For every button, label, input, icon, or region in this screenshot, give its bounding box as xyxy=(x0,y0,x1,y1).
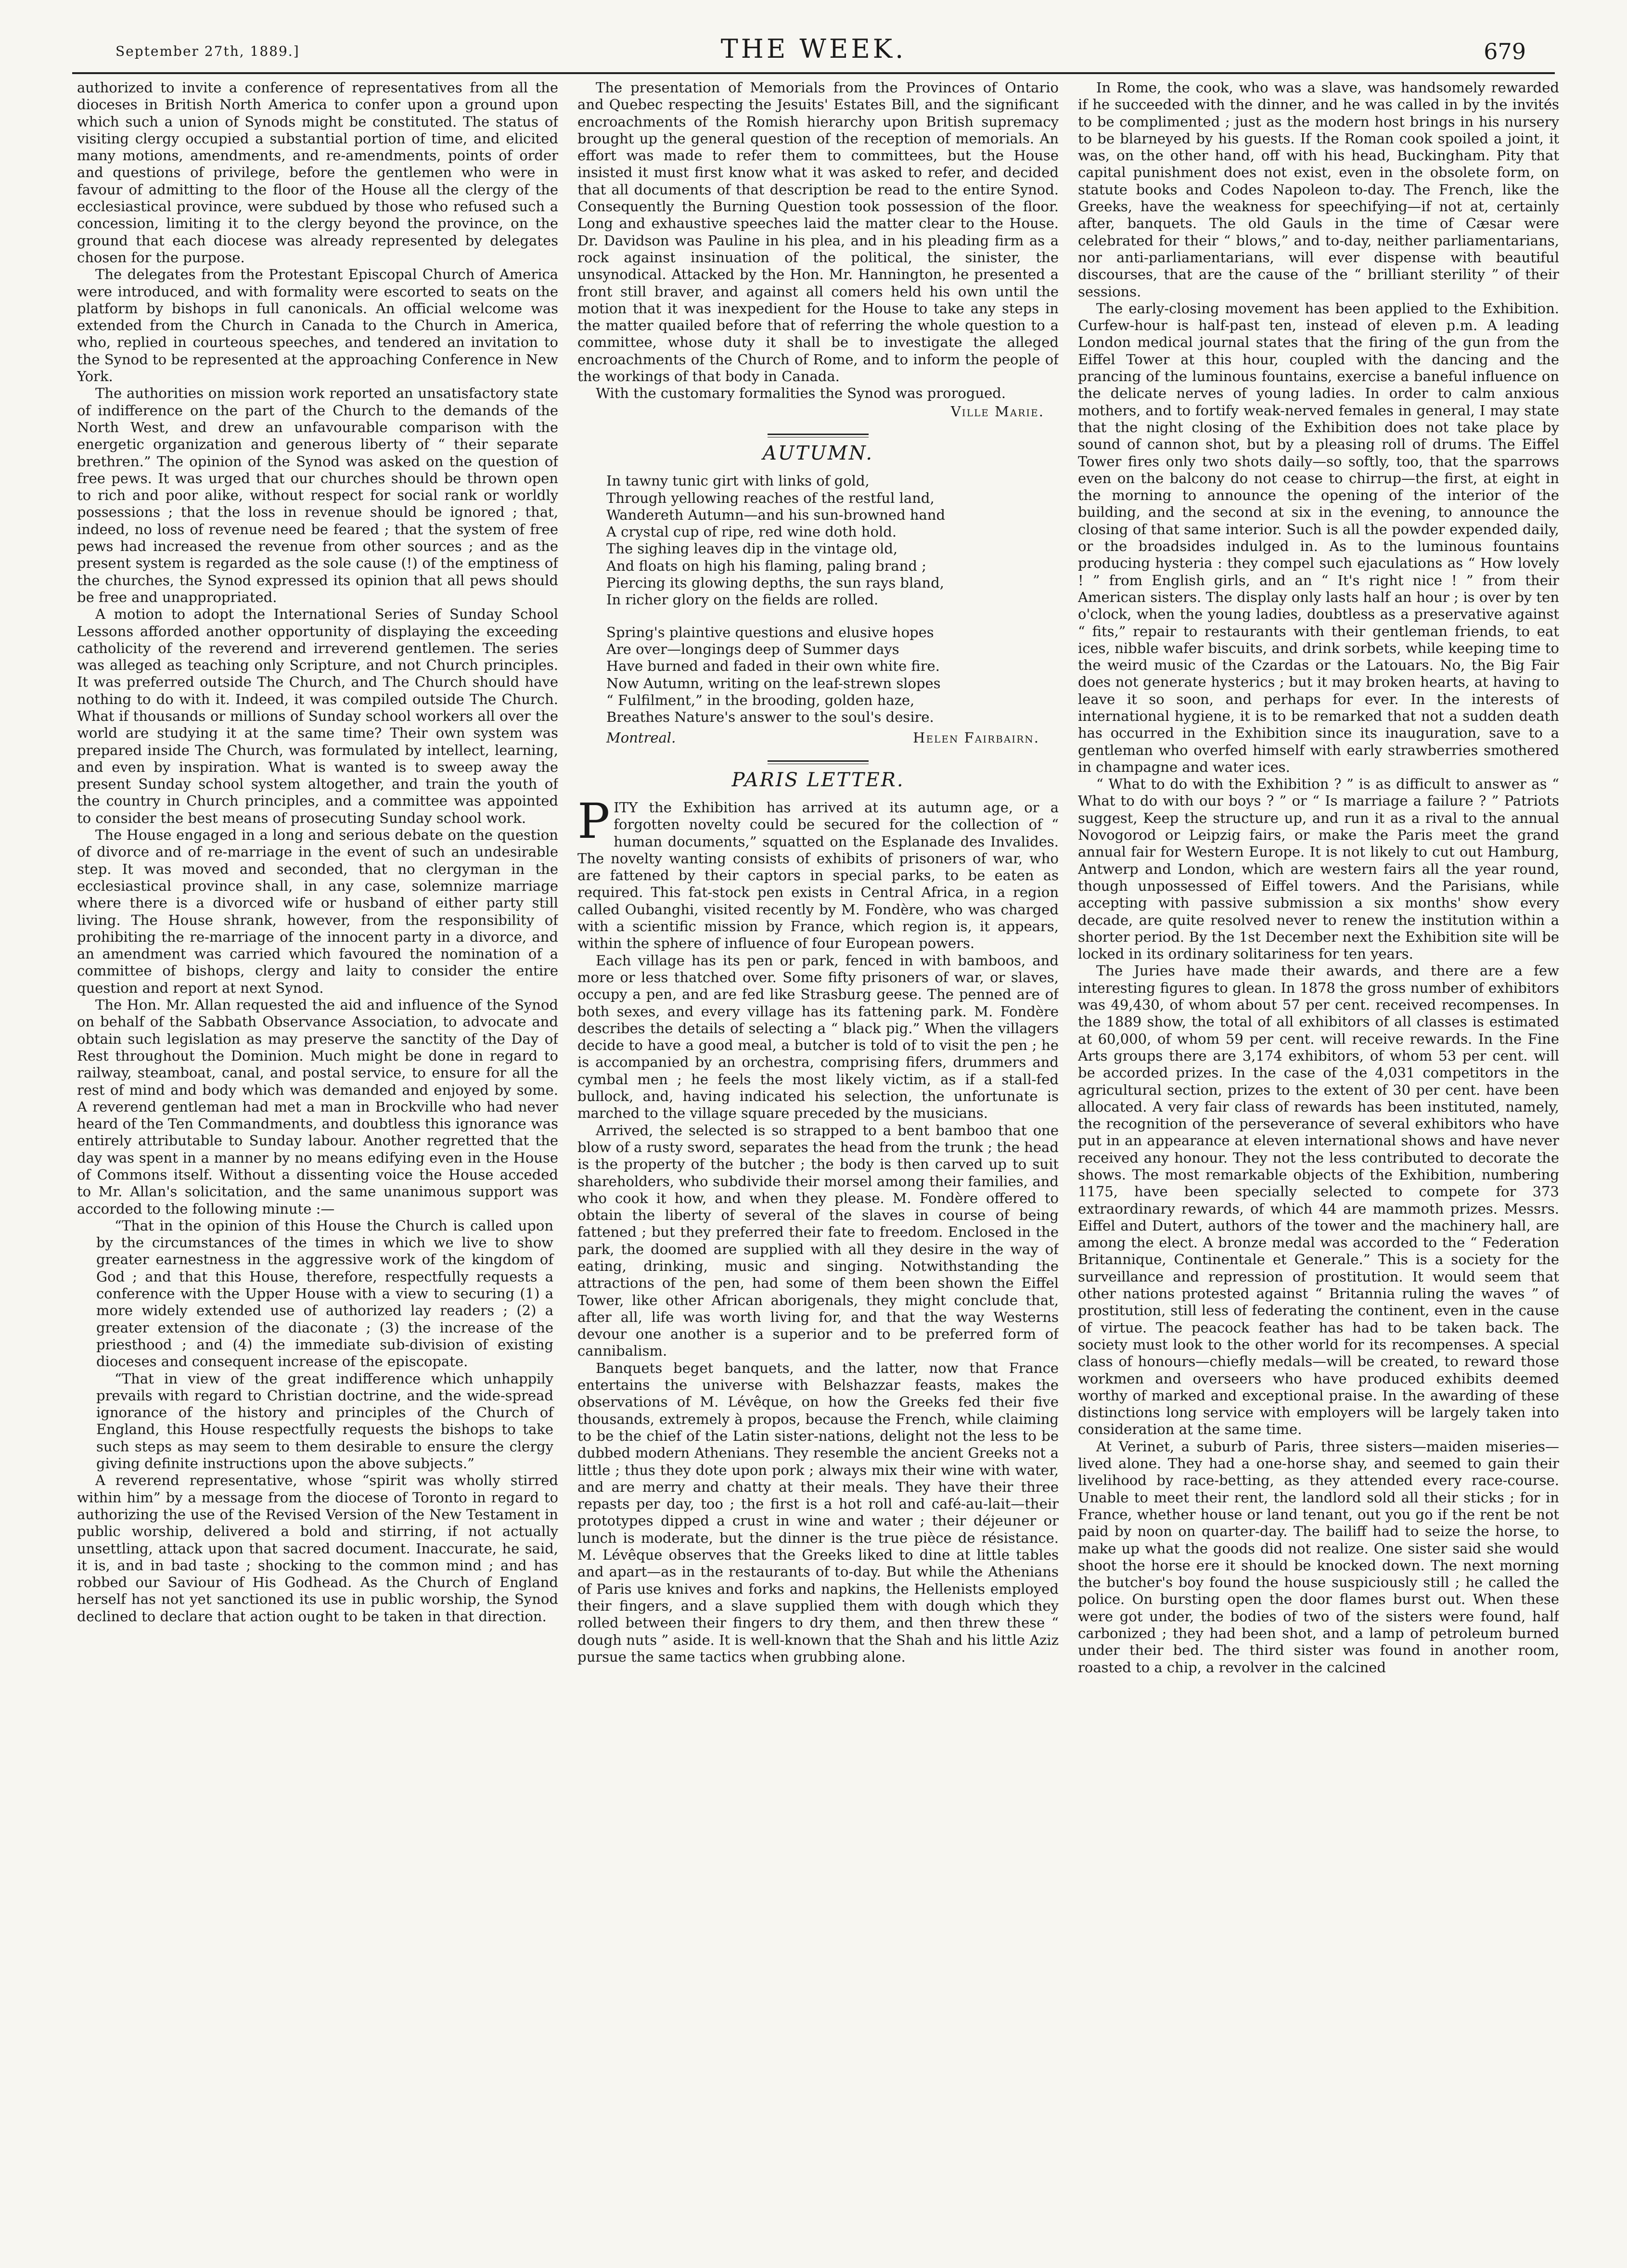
poem-line: Wandereth Autumn—and his sun-browned hand xyxy=(606,506,946,523)
paragraph: The early-closing movement has been applied to the Exhibition. Curfew-hour is half-past ten, instead of eleven p.m. A leading London medical journal states that the firing of the gun from the Eiffel Tower at this hour, coupled with the dancing and the prancing of the luminous fountains, exercise a baneful influence on the delicate nerves of young ladies. In order to calm anxious mothers, and to fortify weak-nerved females in general, I may state that the night closing of the Exhibition does not take place by sound of cannon shot, but by a pleasing roll of drums. The Eiffel Tower fires only two shots daily—so softly, too, that the sparrows even on the balcony do not cease to chirrup—the first, at eight in the morning to announce the opening of the interior of the building, and the second at six in the evening, to announce the closing of that same interior. Such is all the powder expended daily, or the broadsides indulged in. As to the luminous fountains producing hysteria : they compel such ejaculations as “ How lovely ! ” from English girls, and an “ It's right nice ! ” from their American sisters. The display only lasts half an hour ; is over by ten o'clock, when the young ladies, doubtless as a preservative against “ fits,” repair to restaurants with their gentleman friends, to eat ices, nibble wafer biscuits, and drink sorbets, while keeping time to the weird music of the Czardas or the Latouars. No, the Big Fair does not generate hysterics ; but it may broken hearts, at having to leave it so soon, and perhaps for ever. In the interests of international hygiene, it is to be remarked that not a sudden death has occurred in the Exhibition since its inauguration, save to a gentleman who overfed himself with early strawberries smothered in champagne and water ices. xyxy=(1078,300,1559,775)
paragraph: The authorities on mission work reported an unsatisfactory state of indifference on the part of the Church to the demands of the North West, and drew an unfavourable comparison with the energetic organization and generous liberty of “ their separate brethren.” The opinion of the Synod was asked on the question of free pews. It was urged that our churches should be thrown open to rich and poor alike, without respect for social rank or worldly possessions ; that the loss in revenue should be ignored ; that, indeed, no loss of revenue need be feared ; that the system of free pews had increased the revenue from other sources ; and as the present system is regarded as the sole cause (!) of the emptiness of the churches, the Synod expressed its opinion that all pews should be free and unappropriated. xyxy=(77,385,558,605)
poem-line: Piercing its glowing depths, the sun rays bland, xyxy=(606,575,945,591)
page-number: 679 xyxy=(1484,38,1526,64)
quoted-minute: “That in the opinion of this House the Church is called upon by the circumstances of the times in which we live to show greater earnestness in the aggressive work of the kingdom of God ; and that this House, therefore, respectfully requests a conference with the Upper House with a view to securing (1) a more widely extended use of authorized lay readers ; (2) a greater extension of the diaconate ; (3) the increase of the priesthood ; and (4) the immediate sub-division of existing dioceses and consequent increase of the episcopate. xyxy=(96,1217,553,1370)
poem-line: Now Autumn, writing on the leaf-strewn slopes xyxy=(606,675,941,692)
paragraph: The delegates from the Protestant Episcopal Church of America were introduced, and with formality were escorted to seats on the platform by bishops in full canonicals. An official welcome was extended from the Church in Canada to the Church in America, who, replied in courteous speeches, and tendered an invitation to the Synod to be represented at the approaching Conference in New York. xyxy=(77,266,558,385)
column-3 xyxy=(1078,79,1559,2235)
paragraph: The Juries have made their awards, and there are a few interesting figures to glean. In 1878 the gross number of exhibitors was 49,430, of whom about 57 per cent. received recompenses. In the 1889 show, the total of all exhibitors of all classes is estimated at 60,000, of whom 59 per cent. will receive rewards. In the Fine Arts groups there are 3,174 exhibitors, of whom 53 per cent. will be accorded prizes. In the case of the 4,031 competitors in the agricultural section, prizes to the extent of 30 per cent. have been allocated. A very fair class of rewards has been instituted, namely, the recognition of the perseverance of several exhibitors who have put in an appearance at eleven international shows and have never received any honour. They not the less contributed to decorate the shows. The most remarkable objects of the Exhibition, numbering 1175, have been specially selected to compete for 373 extraordinary rewards, of which 44 are mammoth prizes. Messrs. Eiffel and Dutert, authors of the tower and the machinery hall, are among the elect. A bronze medal was accorded to the “ Federation Britannique, Continentale et Generale.” This is a society for the surveillance and repression of prostitution. It would seem that other nations protested against “ Britannia ruling the waves ” of prostitution, still less of federating the continent, even in the cause of virtue. The peacock feather has had to be taken back. The society must look to the other world for its recompenses. A special class of honours—chiefly medals—will be created, to reward those workmen and overseers who have produced exhibits deemed worthy of marked and exceptional praise. In the awarding of these distinctions long service with employers will be largely taken into consideration at the same time. xyxy=(1078,962,1559,1438)
poem-line: A crystal cup of ripe, red wine doth hold. xyxy=(606,524,897,540)
paragraph: The Hon. Mr. Allan requested the aid and influence of the Synod on behalf of the Sabbath Observance Association, to advocate and obtain such legislation as may preserve the sanctity of the Day of Rest throughout the Dominion. Much might be done in regard to railway, steamboat, canal, and postal service, to ensure for all the rest of mind and body which was demanded and enjoyed by some. A reverend gentleman had met a man in Brockville who had never heard of the Ten Commandments, and doubtless this ignorance was entirely attributable to Sunday labour. Another regretted that the day was spent in a manner by no means edifying even in the House of Commons itself. Without a dissenting voice the House acceded to Mr. Allan's solicitation, and the same unanimous support was accorded to the following minute :— xyxy=(77,997,558,1217)
section-divider xyxy=(768,434,869,437)
paragraph: Each village has its pen or park, fenced in with bamboos, and more or less thatched over. Some fifty prisoners of war, or slaves, occupy a pen, and are fed like Strasburg geese. The penned are of both sexes, and every village has its fattening park. M. Fondère describes the details of selecting a “ black pig.” When the villagers decide to have a good meal, a butcher is told of to visit the pen ; he is accompanied by an orchestra, comprising fifers, drummers and cymbal men ; he feels the most likely victim, as if a stall-fed bullock, and, having indicated his selection, the unfortunate is marched to the village square preceded by the musicians. xyxy=(577,952,1059,1122)
poem-line: Through yellowing reaches of the restful land, xyxy=(606,489,935,506)
signature-name: Ville Marie. xyxy=(950,403,1044,420)
paragraph: The House engaged in a long and serious debate on the question of divorce and of re-marriage in the event of such an undesirable step. It was moved and seconded, that no clergyman in the ecclesiastical province shall, in any case, solemnize marriage where there is a divorced wife or husband of either party still living. The House shrank, however, from the responsibility of prohibiting the re-marriage of the innocent party in a divorce, and an amendment was carried which favoured the nomination of a committee of bishops, clergy and laity to consider the entire question and report at next Synod. xyxy=(77,827,558,996)
issue-date: September 27th, 1889.] xyxy=(115,43,300,59)
poem-signature xyxy=(577,726,1059,746)
column-2 xyxy=(577,79,1059,2235)
poem-line: Are over—longings deep of Summer days xyxy=(606,641,899,657)
drop-cap: P xyxy=(577,793,610,849)
column-1 xyxy=(77,79,558,2235)
poem-line: In richer glory on the fields are rolled. xyxy=(606,591,879,608)
masthead-title: THE WEEK. xyxy=(720,34,907,64)
paragraph: In Rome, the cook, who was a slave, was handsomely rewarded if he succeeded with the dinner, and he was called in by the invités to be complimented ; just as the modern host brings in his nursery to be blarneyed by his guests. If the Roman cook spoiled a joint, it was, on the other hand, off with his head, Buckingham. Pity that capital punishment does not exist, even in the obsolete form, on statute books and Codes Napoleon to-day. The French, like the Greeks, have the weakness for speechifying—if not at, certainly after, banquets. The old Gauls in the time of Cæsar were celebrated for their “ blows,” and to-day, neither parliamentarians, nor anti-parliamentarians, will ever dispense with beautiful discourses, that are the cause of the “ brilliant sterility ” of their sessions. xyxy=(1078,79,1559,300)
poem-line: And floats on high his flaming, paling brand ; xyxy=(606,557,926,574)
paragraph: “ What to do with the Exhibition ? ” is as difficult to answer as “ What to do with our boys ? ” or “ Is marriage a failure ? ” Patriots suggest, Keep the structure up, and run it as a rival to the annual Novogorod or Leipzig fairs, or make the Paris meet the grand annual fair for Western Europe. It is not likely to cut out Hamburg, Antwerp and London, which are western fairs all the year round, though unpossessed of Eiffel towers. And the Parisians, while accepting with passive submission a six months' show every decade, are quite resolved never to renew the institution within a shorter period. By the 1st December next the Exhibition site will be locked in its ordinary solitariness for ten years. xyxy=(1078,776,1559,962)
poem-line: The sighing leaves dip in the vintage old, xyxy=(606,540,898,557)
poem-line: “ Fulfilment,” in the brooding, golden haze, xyxy=(606,692,915,708)
paragraph: Arrived, the selected is so strapped to a bent bamboo that one blow of a rusty sword, separates the head from the trunk ; the head is the property of the butcher ; the body is then carved up to suit shareholders, who subdivide their morsel among their families, and who cook it how, and when they please. M. Fondère offered to obtain the liberty of several of the slaves in course of being fattened ; but they preferred their fate to freedom. Enclosed in the park, the doomed are supplied with all they desire in the way of eating, drinking, music and singing. Notwithstanding the attractions of the pen, had some of them been shown the Eiffel Tower, like other African aborigenals, they might conclude that, after all, life was worth living for, and that the way Westerns devour one another is a superior and to be preferred form of cannibalism. xyxy=(577,1122,1059,1359)
poem-line: In tawny tunic girt with links of gold, xyxy=(606,473,870,489)
poem-line: Spring's plaintive questions and elusive hopes xyxy=(606,624,934,641)
paragraph: A motion to adopt the International Series of Sunday School Lessons afforded another opportunity of displaying the exceeding catholicity of the reverend and irreverend gentlemen. The series was alleged as teaching only Scripture, and not Church principles. It was preferred outside The Church, and The Church should have nothing to do with it. Indeed, it was compiled outside The Church. What if thousands or millions of Sunday school workers all over the world are studying it at the same time? Their own system was prepared inside The Church, was formulated by intellect, learning, and even by inspiration. What is wanted is to sweep away the present Sunday school system altogether, and train the youth of the country in Church principles, and a committee was appointed to consider the best means of prosecuting Sunday school work. xyxy=(77,606,558,826)
poem-line: Have burned and faded in their own white fire. xyxy=(606,658,940,675)
poem-title: AUTUMN. xyxy=(762,442,874,464)
poem-author: Helen Fairbairn. xyxy=(913,730,1039,746)
quoted-minute: “That in view of the great indifference which unhappily prevails with regard to Christian doctrine, and the wide-spread ignorance of the history and principles of the Church of England, this House respectfully requests the bishops to take such steps as may seem to them desirable to ensure the clergy giving definite instructions upon the above subjects.” xyxy=(96,1370,553,1472)
paragraph: With the customary formalities the Synod was prorogued. xyxy=(596,385,1006,402)
article-signature xyxy=(577,403,1059,420)
paragraph xyxy=(577,793,1059,952)
paragraph: authorized to invite a conference of representatives from all the dioceses in British North America to confer upon a ground upon which such a union of Synods might be constituted. The status of visiting clergy occupied a substantial portion of time, and elicited many motions, amendments, and re-amendments, points of order and questions of privilege, before the gentlemen who were in favour of admitting to the floor of the House all the clergy of the ecclesiastical province, were subdued by those who refused such a concession, limiting it to the clergy beyond the province, on the ground that each diocese was already represented by delegates chosen for the purpose. xyxy=(77,79,558,266)
paragraph: The presentation of Memorials from the Provinces of Ontario and Quebec respecting the Jesuits' Estates Bill, and the significant encroachments of the Romish hierarchy upon British supremacy brought up the general question of the reception of memorials. An effort was made to refer them to committees, but the House insisted it must first know what it was asked to refer, and decided that all documents of that description be read to the entire Synod. Consequently the Burning Question took possession of the floor. Long and exhaustive speeches laid the matter clear to the House. Dr. Davidson was Pauline in his plea, and in his pleading firm as a rock against insinuation of the political, the sinister, the unsynodical. Attacked by the Hon. Mr. Hannington, he presented a front still braver, and against all comers held his own until the motion that it was inexpedient for the House to take any steps in the matter quailed before that of referring the whole question to a committee, whose duty it shall be to investigate the alleged encroachments of the Church of Rome, and to inform the people of the workings of that body in Canada. xyxy=(577,79,1059,385)
poem-line: Breathes Nature's answer to the soul's desire. xyxy=(606,709,934,726)
poem-place: Montreal. xyxy=(606,730,676,746)
paragraph: A reverend representative, whose “spirit was wholly stirred within him” by a message from the diocese of Toronto in regard to authorizing the use of the Revised Version of the New Testament in public worship, delivered a bold and stirring, if not actually unsettling, attack upon that sacred document. Inaccurate, he said, it is, and in bad taste ; shocking to the common mind ; and has robbed our Saviour of His Godhead. As the Church of England herself has not yet sanctioned its use in public worship, the Synod declined to declare that action ought to be taken in that direction. xyxy=(77,1472,558,1625)
page-header xyxy=(72,34,1555,74)
paragraph-text: ITY the Exhibition has arrived at its autumn age, or a forgotten novelty could be secured for the collection of “ human documents,” squatted on the Esplanade des Invalides. The novelty wanting consists of exhibits of prisoners of war, who are fattened by their captors in special parks, to be eaten as required. This fat-stock pen exists in Central Africa, in a region called Oubanghi, visited recently by M. Fondère, who was charged with a scientific mission by France, which region is, it appears, within the sphere of influence of four European powers. xyxy=(577,799,1059,952)
article-title: PARIS LETTER. xyxy=(731,769,905,791)
poem-body xyxy=(577,473,1059,726)
section-divider xyxy=(768,760,869,764)
paragraph: Banquets beget banquets, and the latter, now that France entertains the universe with Belshazzar feasts, makes the observations of M. Lévêque, on how the Greeks fed their five thousands, extremely à propos, because the French, while claiming to be the chief of the Latin sister-nations, delight not the less to be dubbed modern Athenians. They resemble the ancient Greeks not a little ; thus they dote upon pork ; always mix their wine with water, and are merry and chatty at their meals. They have their three repasts per day, too ; the first is a hot roll and café-au-lait—their prototypes dipped a crust in wine and water ; their déjeuner or lunch is moderate, but the dinner is the true pièce de résistance. M. Lévêque observes that the Greeks liked to dine at little tables and apart—as in the restaurants of to-day. But while the Athenians of Paris use knives and forks and napkins, the Hellenists employed their fingers, and a slave supplied them with dough which they rolled between their fingers to dry them, and then threw these “ dough nuts ” aside. It is well-known that the Shah and his little Aziz pursue the same tactics when grubbing alone. xyxy=(577,1359,1059,1665)
paragraph: At Verinet, a suburb of Paris, three sisters—maiden miseries—lived alone. They had a one-horse shay, and seemed to gain their livelihood by race-betting, as they attended every race-course. Unable to meet their rent, the landlord sold all their sticks ; for in France, whether house or land tenant, out you go if the rent be not paid by noon on quarter-day. The bailiff had to seize the horse, to make up what the goods did not realize. One sister said she would shoot the horse ere it should be knocked down. The next morning the butcher's boy found the house suspiciously still ; he called the police. On bursting open the door flames burst out. When these were got under, the bodies of two of the sisters were found, half carbonized ; they had been shot, and a lamp of petroleum burned under their bed. The third sister was found in another room, roasted to a chip, a revolver in the calcined xyxy=(1078,1438,1559,1676)
